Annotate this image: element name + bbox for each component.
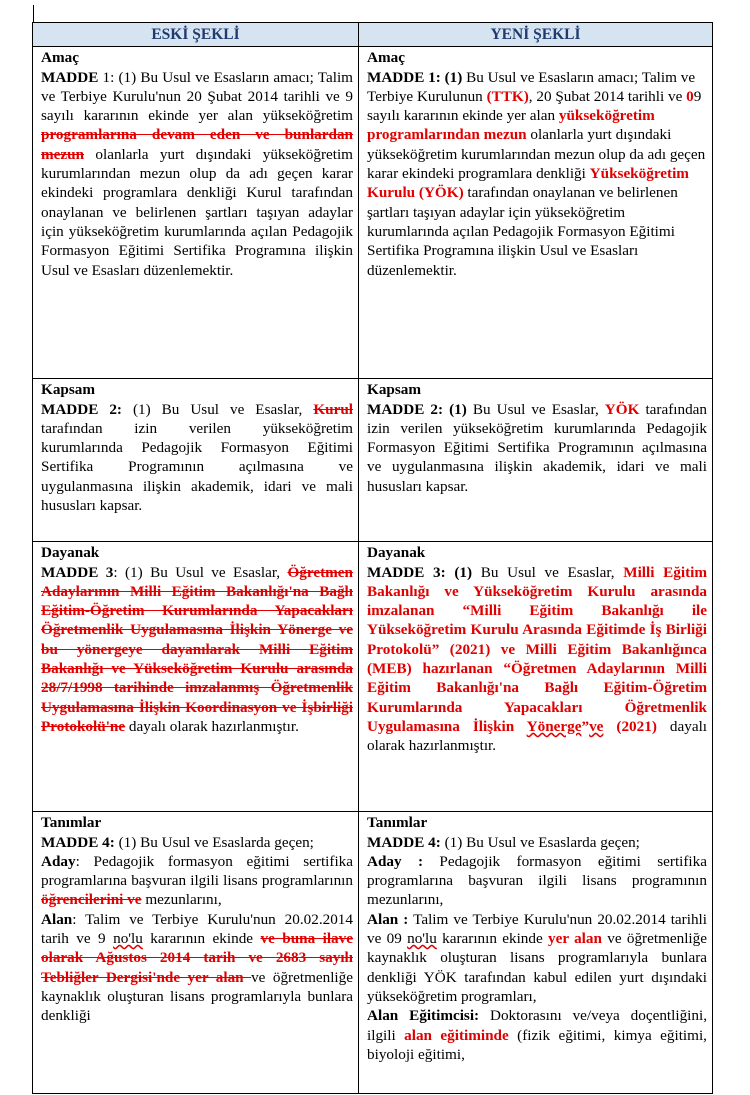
text-run: Milli Eğitim Bakanlığı ve Yükseköğretim Kurulu arasında imzalanan “Milli Eğitim Bakanlığı ile Yükseköğretim Kurulu Arasında Eğitimde İş Birliği Protokolü” (2021) ve Milli Eğitim Bakanlığınca (MEB) hazırlanan “Öğretmen Adaylarının Milli Eğitim Bakanlığı'na Bağlı Eğitim-Öğretim Kurumlarında Yapacakları Öğretmenlik Uygulamasına İlişkin: [367, 563, 707, 735]
text-run: (fizik eğitimi, kimya eğitimi, biyoloji eğitimi,: [367, 1026, 707, 1063]
text-run: olanlarla yurt dışındaki yükseköğretim kurumlarından mezun olup da adı geçen karar ekindeki programlara denkliği Kurul tarafından onaylanan ve belirlenen şartları taşıyan adaylar için yükseköğretim kurumlarında açılan Pedagojik Formasyon Eğitimi Sertifika Programına ilişkin Usul ve Esasları düzenlemektir.: [41, 145, 353, 279]
kapsam-old-title: Kapsam: [41, 381, 96, 399]
text-run: Bu Usul ve Esaslar,: [472, 563, 624, 581]
text-run: Bu Usul ve Esasların amacı; Talim ve Terbiye Kurulunun: [367, 68, 696, 105]
text-run: ve öğretmenliğe kaynaklık oluşturan lisans programlarıyla bunlara denkliği: [41, 968, 353, 1025]
text-run: ve: [589, 717, 604, 735]
kapsam-new-cell: [359, 379, 713, 542]
text-cursor: [33, 5, 34, 22]
amac-old-title: Amaç: [41, 49, 79, 67]
text-run: Yönerge: [526, 717, 582, 735]
amac-new-title: Amaç: [367, 49, 405, 67]
text-run: (1) Bu Usul ve Esaslarda geçen;: [114, 833, 314, 851]
text-run: MADDE 1: (1): [367, 68, 463, 86]
text-run: 0: [686, 87, 694, 105]
text-run: Alan :: [367, 910, 409, 928]
dayanak-new-text: [367, 564, 707, 755]
text-run: Alan: [41, 910, 73, 928]
text-run: Aday: [41, 852, 76, 870]
text-run: MADDE: [41, 68, 99, 86]
text-run: : Pedagojik formasyon eğitimi sertifika programlarına başvuran ilgili lisans programlarının: [41, 852, 353, 890]
dayanak-old-text: [41, 564, 353, 735]
text-run: MADDE 2:: [41, 400, 122, 418]
tanimlar-new-cell: [359, 812, 713, 1094]
text-run: olanlarla yurt dışındaki yükseköğretim kurumlarından mezun olup da adı geçen karar ekindeki programlara denkliği: [367, 126, 706, 183]
text-run: ve öğretmenliğe kaynaklık oluşturan lisans programlarıyla bunlara denkliği YÖK tarafından kabul edilen yurt dışındaki yükseköğretim programları,: [367, 930, 707, 1005]
text-run: Talim ve Terbiye Kurulu'nun 20.02.2014 tarihli ve 09: [367, 910, 707, 948]
text-run: , 20 Şubat 2014 tarihli ve: [528, 87, 687, 105]
text-run: dayalı olarak hazırlanmıştır.: [367, 717, 708, 755]
text-run: tarafından izin verilen yükseköğretim kurumlarında Pedagojik Formasyon Eğitimi Sertifika Programının açılmasına ve uygulanmasına ilişkin akademik, idari ve mali hususları kapsar.: [367, 400, 708, 495]
dayanak-old-title: Dayanak: [41, 544, 100, 562]
text-run: alan eğitiminde: [404, 1026, 509, 1044]
amac-old-text: [41, 69, 353, 279]
text-run: ve buna ilave olarak Ağustos 2014 tarih ve 2683 sayılı Tebliğler Dergisi'nde yer alan: [41, 930, 353, 986]
text-run: MADDE 3: [41, 563, 114, 581]
text-run: MADDE 4:: [41, 833, 115, 851]
text-run: kararının ekinde: [436, 930, 548, 948]
text-run: ”: [581, 717, 590, 735]
text-run: Aday :: [367, 852, 424, 870]
row-kapsam: [33, 379, 713, 542]
kapsam-old-text: [41, 401, 353, 514]
text-run: programlarına devam eden ve bunlardan mezun: [41, 126, 353, 163]
tanimlar-new-text: [367, 834, 707, 1063]
text-run: dayalı olarak hazırlanmıştır.: [125, 717, 299, 735]
text-run: no'lu: [407, 930, 437, 948]
text-run: no'lu: [113, 930, 143, 948]
text-run: Doktorasını ve/veya doçentliğini, ilgili: [367, 1007, 708, 1044]
text-run: yükseköğretim programlarından mezun: [367, 107, 655, 144]
amac-new-text: [367, 69, 705, 279]
text-run: MADDE 2: (1): [367, 400, 467, 418]
header-row: [33, 23, 713, 47]
text-run: YÖK: [604, 400, 640, 418]
text-run: (TTK): [486, 87, 529, 105]
dayanak-old-cell: [33, 542, 359, 812]
text-run: Yükseköğretim Kurulu (YÖK): [367, 165, 689, 202]
comparison-table: [32, 22, 713, 1094]
old-version-header: ESKİ ŞEKLİ: [33, 23, 359, 47]
text-run: 9 sayılı kararının ekinde yer alan: [367, 87, 702, 125]
tanimlar-old-text: [41, 834, 353, 1025]
text-run: tarafından onaylanan ve belirlenen şartları taşıyan adaylar için yükseköğretim kurumlarında açılan Pedagojik Formasyon Eğitimi Sertifika Programına ilişkin Usul ve Esasları düzenlemektir.: [367, 184, 678, 279]
row-tanimlar: [33, 812, 713, 1094]
text-run: mezunlarını,: [141, 891, 222, 909]
row-dayanak: [33, 542, 713, 812]
tanimlar-old-title: Tanımlar: [41, 814, 102, 832]
text-run: Kurul: [313, 400, 353, 418]
text-run: Alan Eğitimcisi:: [367, 1007, 480, 1025]
text-run: tarafından izin verilen yükseköğretim kurumlarında Pedagojik Formasyon Eğitimi Sertifika Programının açılmasına ve uygulanmasına ilişkin akademik, idari ve mali hususları kapsar.: [41, 419, 353, 515]
kapsam-new-text: [367, 401, 707, 495]
kapsam-new-title: Kapsam: [367, 381, 422, 399]
text-run: (1) Bu Usul ve Esaslarda geçen;: [440, 833, 640, 851]
text-run: (1) Bu Usul ve Esaslar,: [122, 400, 314, 418]
row-amac: [33, 47, 713, 379]
tanimlar-new-title: Tanımlar: [367, 814, 428, 832]
amac-old-cell: [33, 47, 359, 379]
text-run: MADDE 3: (1): [367, 563, 473, 581]
tanimlar-old-cell: [33, 812, 359, 1094]
new-version-header: YENİ ŞEKLİ: [359, 23, 713, 47]
text-run: 1: (1) Bu Usul ve Esasların amacı; Talim ve Terbiye Kurulu'nun 20 Şubat 2014 tarihli ve 9 sayılı kararının ekinde yer alan yükseköğretim: [41, 68, 353, 125]
text-run: yer alan: [548, 930, 602, 948]
text-run: MADDE 4:: [367, 833, 441, 851]
text-run: Pedagojik formasyon eğitimi sertifika programlarına başvuran ilgili lisans programının mezunlarını,: [367, 852, 707, 909]
kapsam-old-cell: [33, 379, 359, 542]
text-run: Öğretmen Adaylarının Milli Eğitim Bakanlığı'na Bağlı Eğitim-Öğretim Kurumlarında Yapacakları Öğretmenlik Uygulamasına İlişkin Yönerge ve bu yönergeye dayanılarak Milli Eğitim Bakanlığı ve Yükseköğretim Kurulu arasında 28/7/1998 tarihinde imzalanmış Öğretmenlik Uygulamasına İlişkin Koordinasyon ve İşbirliği Protokolü'ne: [41, 563, 353, 735]
text-run: öğrencilerini ve: [41, 891, 142, 909]
dayanak-new-title: Dayanak: [367, 544, 426, 562]
text-run: : (1) Bu Usul ve Esaslar,: [113, 563, 288, 581]
text-run: : Talim ve Terbiye Kurulu'nun 20.02.2014 tarih ve 9: [41, 910, 353, 948]
dayanak-new-cell: [359, 542, 713, 812]
amac-new-cell: [359, 47, 713, 379]
text-run: Bu Usul ve Esaslar,: [466, 400, 605, 418]
text-run: kararının ekinde: [142, 930, 261, 948]
text-run: (2021): [603, 717, 657, 735]
